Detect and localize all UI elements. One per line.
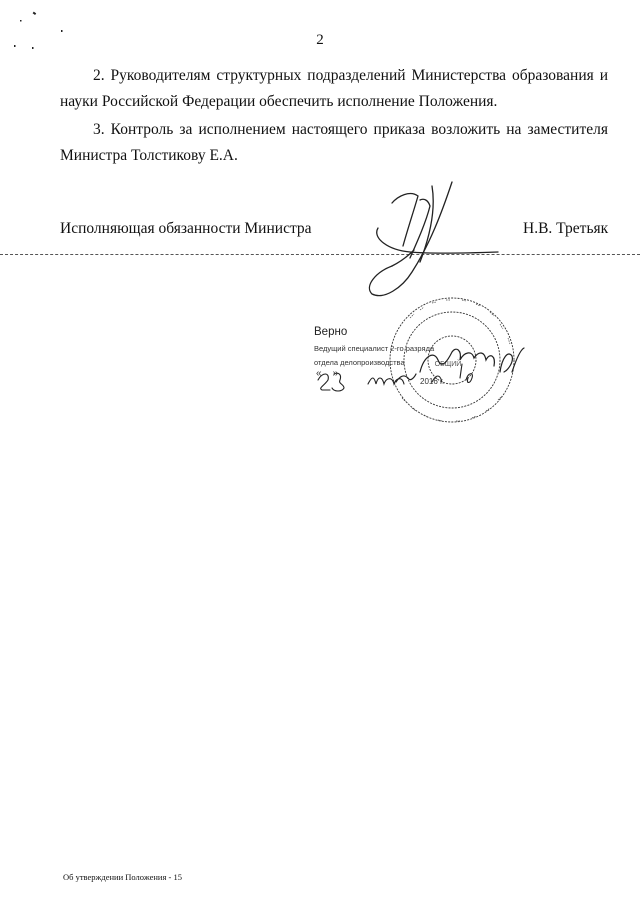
signatory-role: Исполняющая обязанности Министра — [60, 220, 312, 237]
scan-specks — [14, 12, 63, 49]
handwritten-date — [318, 364, 472, 391]
round-seal-icon — [390, 298, 514, 422]
minister-signature — [369, 182, 498, 296]
page-number: 2 — [316, 32, 324, 48]
certification-position-line-2: отдела делопроизводства — [314, 358, 405, 367]
paragraph-2: 2. Руководителям структурных подразделений Министерства образования и науки Российской Федерации обеспечить исполнение Положения. — [60, 67, 608, 110]
certification-date-printed: 2016 г. — [420, 377, 445, 386]
certification-verno: Верно — [314, 326, 348, 338]
seal-center-text: ОБЩИЙ — [434, 361, 462, 368]
certification-position-line-1: Ведущий специалист 2-го разряда — [314, 344, 435, 353]
signatory-name: Н.В. Третьяк — [523, 220, 609, 237]
footer-caption: Об утверждении Положения - 15 — [63, 872, 182, 882]
certification-date-quote: « » — [316, 368, 339, 379]
paragraph-3: 3. Контроль за исполнением настоящего приказа возложить на заместителя Министра Толстикову Е.А. — [60, 121, 608, 164]
